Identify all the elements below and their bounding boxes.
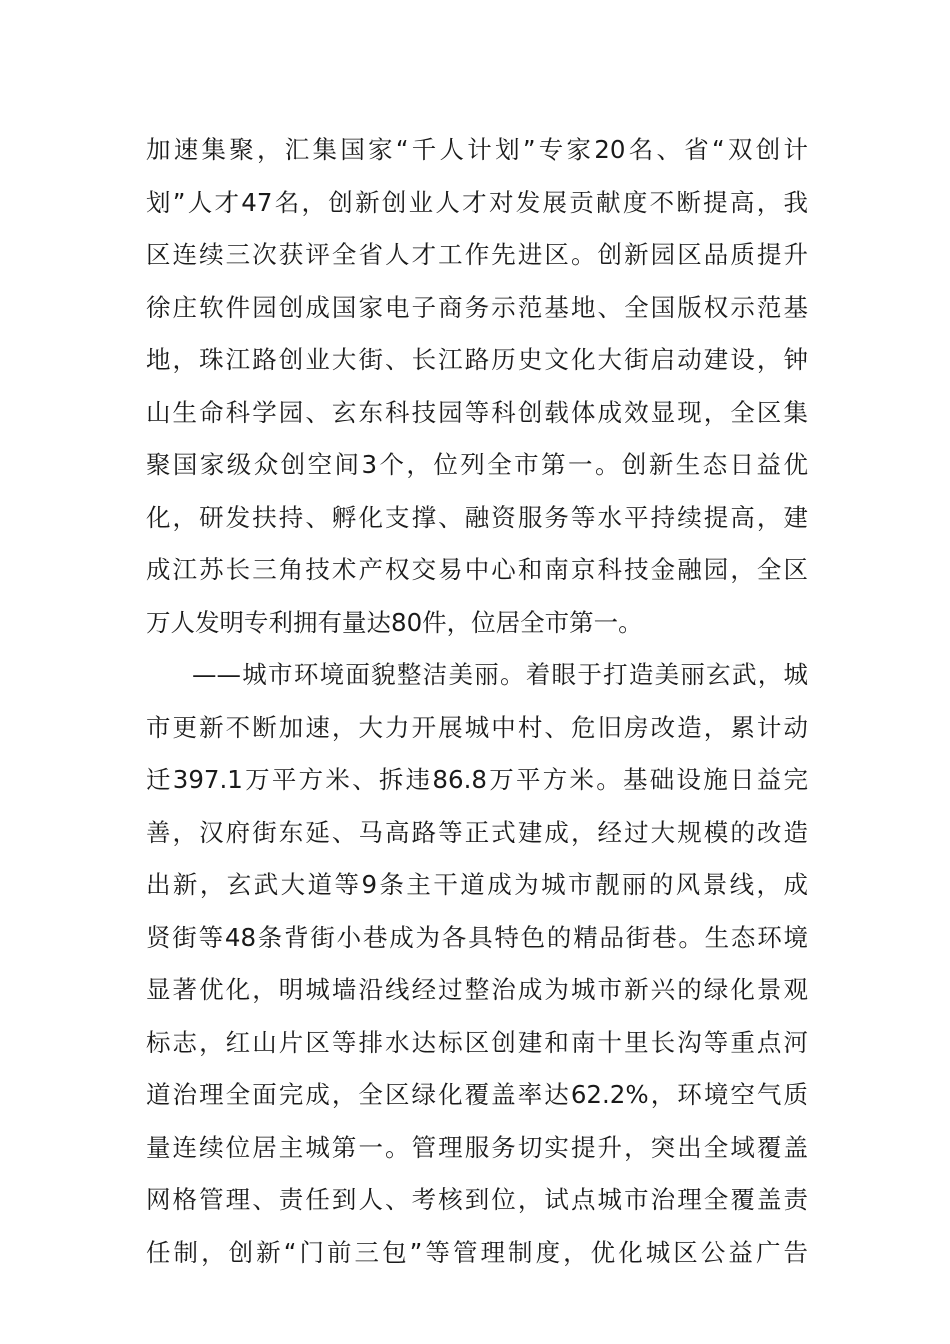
document-body — [146, 124, 808, 1279]
text-line: 划”人才47名，创新创业人才对发展贡献度不断提高，我 — [146, 187, 808, 217]
text-line: 贤街等48条背街小巷成为各具特色的精品街巷。生态环境 — [146, 922, 808, 952]
text-line: 量连续位居主城第一。管理服务切实提升，突出全域覆盖 — [146, 1132, 808, 1162]
text-line: 区连续三次获评全省人才工作先进区。创新园区品质提升 — [146, 240, 808, 269]
text-line: 市更新不断加速，大力开展城中村、危旧房改造，累计动 — [146, 712, 808, 742]
text-line: 迁397.1万平方米、拆违86.8万平方米。基础设施日益完 — [146, 765, 808, 794]
section-heading-line: ——城市环境面貌整洁美丽。着眼于打造美丽玄武，城 — [192, 660, 808, 689]
text-line: 网格管理、责任到人、考核到位，试点城市治理全覆盖责 — [146, 1185, 808, 1214]
text-line: 聚国家级众创空间3个，位列全市第一。创新生态日益优 — [146, 450, 808, 479]
text-line: 善，汉府街东延、马高路等正式建成，经过大规模的改造 — [146, 817, 808, 847]
text-line: 成江苏长三角技术产权交易中心和南京科技金融园，全区 — [146, 555, 808, 584]
text-line: 徐庄软件园创成国家电子商务示范基地、全国版权示范基 — [146, 292, 808, 322]
text-line: 任制，创新“门前三包”等管理制度，优化城区公益广告 — [146, 1237, 808, 1267]
text-line: 化，研发扶持、孵化支撑、融资服务等水平持续提高，建 — [146, 502, 808, 532]
text-line: 出新，玄武大道等9条主干道成为城市靓丽的风景线，成 — [146, 870, 808, 899]
text-line: 标志，红山片区等排水达标区创建和南十里长沟等重点河 — [146, 1027, 808, 1057]
paragraph-end-line: 万人发明专利拥有量达80件，位居全市第一。 — [146, 607, 643, 637]
text-line: 山生命科学园、玄东科技园等科创载体成效显现，全区集 — [146, 397, 808, 427]
text-line: 道治理全面完成，全区绿化覆盖率达62.2%，环境空气质 — [146, 1080, 808, 1109]
text-line: 加速集聚，汇集国家“千人计划”专家20名、省“双创计 — [146, 135, 808, 164]
text-line: 地，珠江路创业大街、长江路历史文化大街启动建设，钟 — [146, 345, 808, 374]
text-line: 显著优化，明城墙沿线经过整治成为城市新兴的绿化景观 — [146, 975, 808, 1004]
